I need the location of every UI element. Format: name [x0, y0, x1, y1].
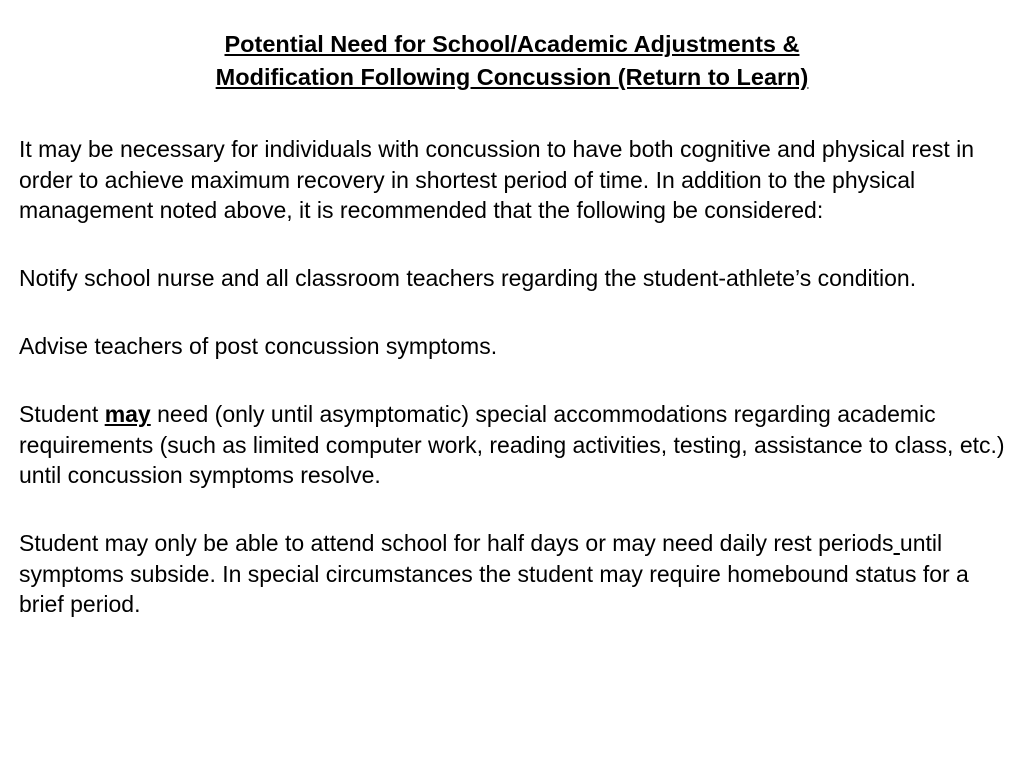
paragraph-half-days-end: until symptoms subside. In special circumstances the student may require homebound status for a brief period. [19, 530, 969, 617]
title-line-1: Potential Need for School/Academic Adjustments & [224, 31, 800, 57]
title-line-2: Modification Following Concussion (Return to Learn) [215, 64, 809, 90]
paragraph-half-days [19, 528, 1009, 620]
paragraph-accommodations-start: Student [19, 401, 105, 427]
paragraph-accommodations-end: need (only until asymptomatic) special accommodations regarding academic requirements (such as limited computer work, reading activities, testing, assistance to class, etc.) until concussion symptoms resolve. [19, 401, 1005, 488]
paragraph-accommodations [19, 399, 1009, 491]
paragraph-rest-recommendation: It may be necessary for individuals with concussion to have both cognitive and physical rest in order to achieve maximum recovery in shortest period of time. In addition to the physical management noted above, it is recommended that the following be considered: [19, 136, 975, 223]
emphasis-may: may [104, 401, 151, 427]
paragraph-advise-teachers: Advise teachers of post concussion symptoms. [19, 333, 498, 359]
paragraph-notify-nurse: Notify school nurse and all classroom teachers regarding the student-athlete’s condition. [19, 265, 917, 291]
page-title [0, 28, 1024, 94]
body-text [19, 134, 1009, 657]
paragraph-half-days-start: Student may only be able to attend school for half days or may need daily rest periods [19, 530, 894, 556]
